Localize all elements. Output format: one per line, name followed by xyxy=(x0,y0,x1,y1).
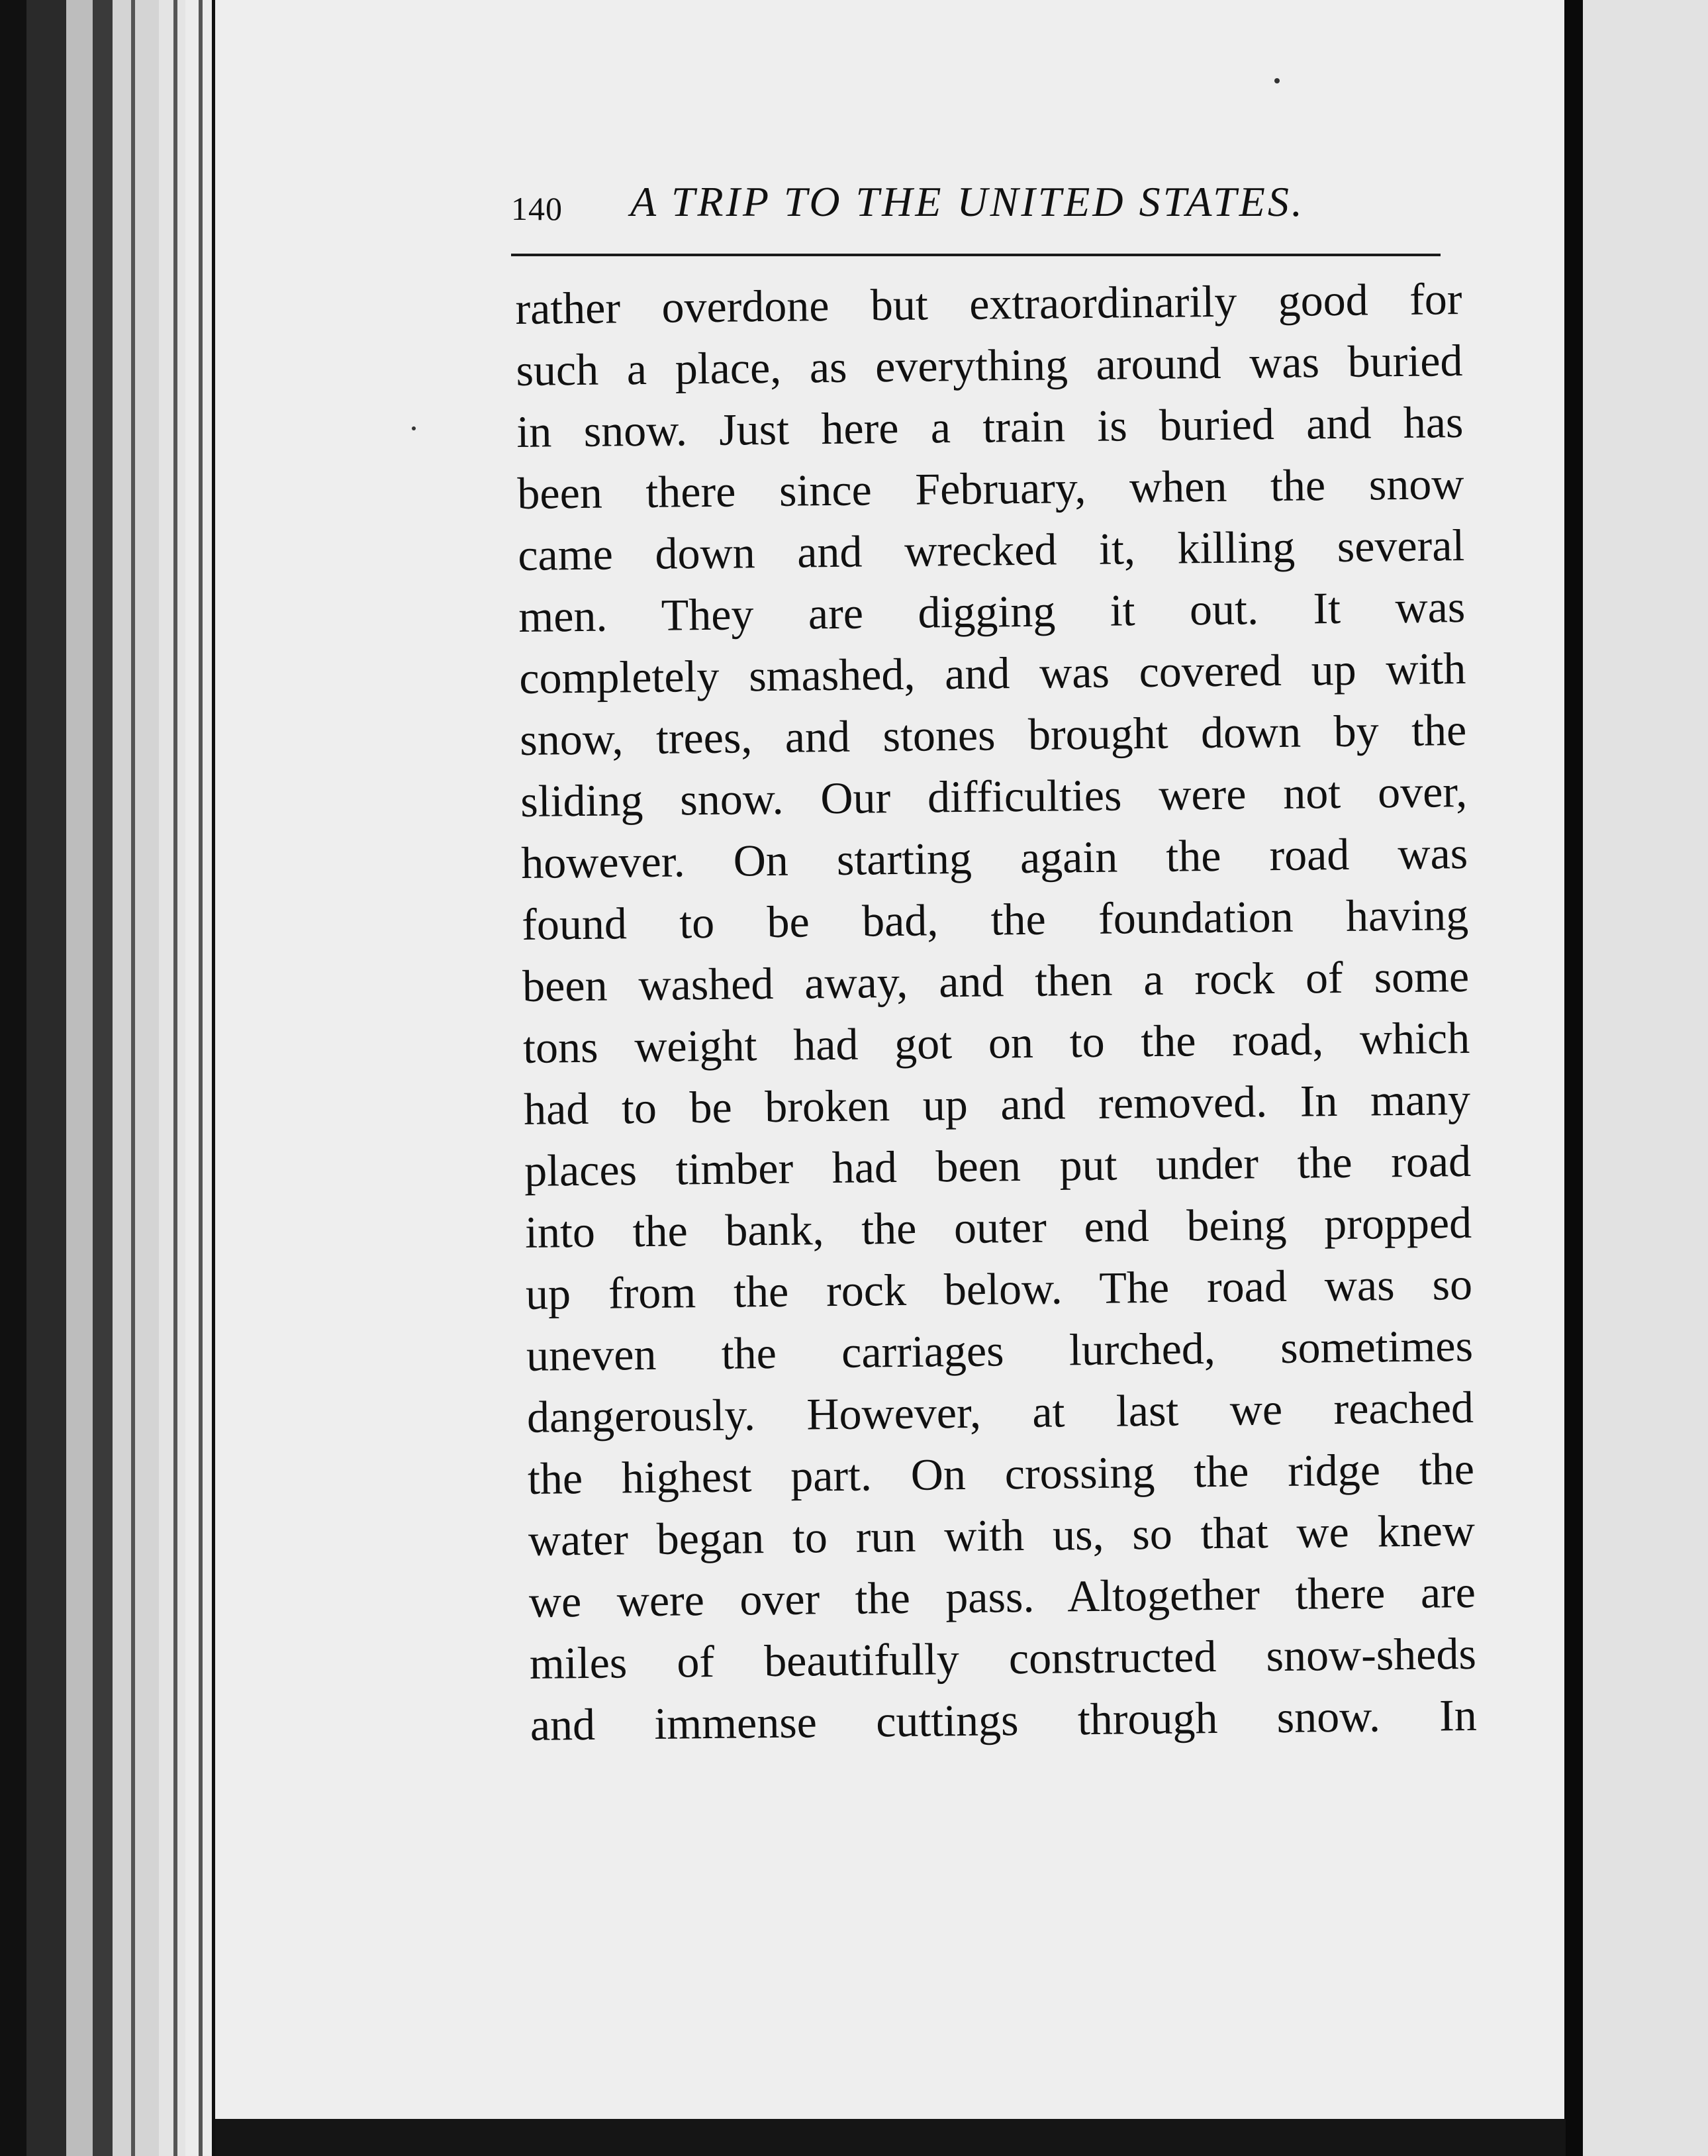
page-edge-line xyxy=(199,0,203,2156)
text-line: had to be broken up and removed. In many xyxy=(523,1073,1471,1134)
print-speck xyxy=(1274,78,1280,83)
text-line: dangerously. However, at last we reached xyxy=(526,1381,1474,1442)
text-line: places timber had been put under the road xyxy=(524,1135,1472,1196)
binding-gutter xyxy=(1564,0,1583,2156)
text-line: tons weight had got on to the road, which xyxy=(522,1012,1470,1073)
text-line: uneven the carriages lurched, sometimes xyxy=(526,1320,1474,1381)
page-number: 140 xyxy=(511,190,563,227)
page-edge-line xyxy=(131,0,135,2156)
text-line: been there since February, when the snow xyxy=(517,458,1464,518)
text-line: men. They are digging it out. It was xyxy=(518,581,1466,642)
text-line: snow, trees, and stones brought down by the xyxy=(519,704,1467,765)
text-line: up from the rock below. The road was so xyxy=(525,1258,1473,1319)
running-header xyxy=(511,177,1438,237)
text-line: completely smashed, and was covered up with xyxy=(518,642,1466,703)
text-line: came down and wrecked it, killing several xyxy=(517,520,1465,580)
text-line: however. On starting again the road was xyxy=(520,827,1468,888)
text-line: we were over the pass. Altogether there are xyxy=(528,1566,1476,1627)
header-rule xyxy=(511,254,1441,256)
text-line: into the bank, the outer end being propped xyxy=(524,1197,1472,1257)
bottom-shadow xyxy=(215,2119,1566,2156)
text-line: found to be bad, the foundation having xyxy=(521,889,1469,950)
text-line: been washed away, and then a rock of some xyxy=(522,950,1470,1011)
print-speck xyxy=(412,426,416,430)
body-text xyxy=(515,268,1477,1756)
text-line: sliding snow. Our difficulties were not over, xyxy=(520,765,1468,826)
text-line: such a place, as everything around was buried xyxy=(516,335,1463,395)
text-line: rather overdone but extraordinarily good for xyxy=(515,273,1462,334)
text-line: the highest part. On crossing the ridge the xyxy=(527,1443,1475,1504)
facing-page-edge xyxy=(1583,0,1708,2156)
text-line: water began to run with us, so that we knew xyxy=(528,1504,1476,1565)
page-edges-light xyxy=(66,0,93,2156)
page-edges-stack xyxy=(113,0,159,2156)
page-edge-line xyxy=(173,0,177,2156)
text-line: and immense cuttings through snow. In xyxy=(530,1689,1478,1750)
page-edges-shadow xyxy=(93,0,113,2156)
running-title: A TRIP TO THE UNITED STATES. xyxy=(630,178,1305,225)
page-edges-dark xyxy=(26,0,66,2156)
text-line: in snow. Just here a train is buried and has xyxy=(516,397,1464,457)
page-edges-stack-2 xyxy=(159,0,185,2156)
text-line: miles of beautifully constructed snow-sheds xyxy=(529,1628,1477,1689)
